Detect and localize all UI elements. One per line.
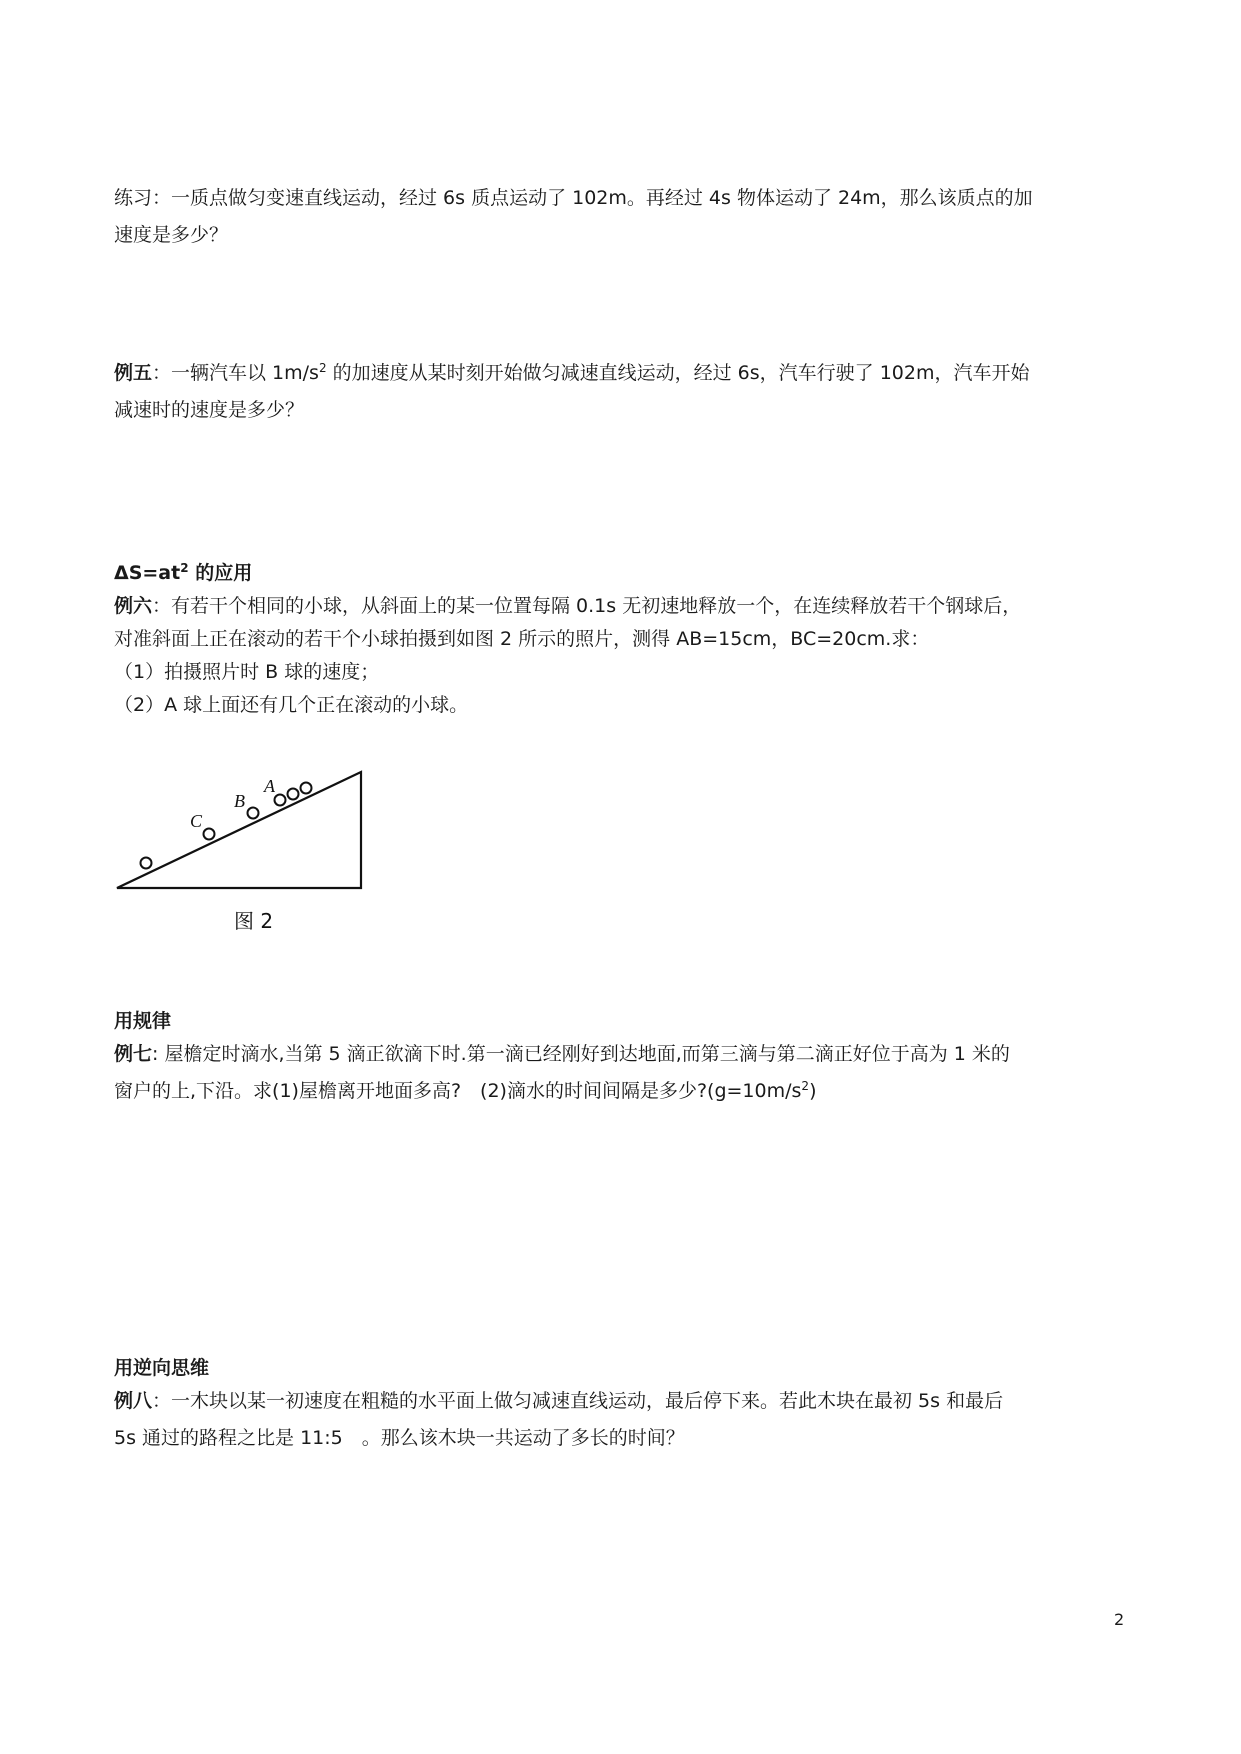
example-5-label: 例五 xyxy=(114,362,153,384)
section-heading-delta: $\Delta S=at^2$ 的应用 xyxy=(114,561,253,584)
example-5-line-1: 例五：一辆汽车以 $1m/s^2$ 的加速度从某时刻开始做匀减速直线运动，经过 6s，汽车行驶了 102m，汽车开始 xyxy=(114,361,1030,384)
figure-caption: 图 2 xyxy=(234,909,274,933)
example-6-question-2: （2）A 球上面还有几个正在滚动的小球。 xyxy=(114,694,469,716)
incline-diagram xyxy=(114,770,374,945)
example-7-line-2: 窗户的上,下沿。求(1)屋檐离开地面多高? (2)滴水的时间间隔是多少$?(g=10m/s^2)$ xyxy=(114,1079,817,1102)
ball-lowest xyxy=(141,858,152,869)
label-a: A xyxy=(264,776,275,796)
example-8-label: 例八 xyxy=(114,1390,153,1412)
example-6-question-1: （1）拍摄照片时 B 球的速度； xyxy=(114,661,380,683)
example-8-line-2: 5s 通过的路程之比是 11:5 。那么该木块一共运动了多长的时间？ xyxy=(114,1427,685,1449)
example-5-line-2: 减速时的速度是多少？ xyxy=(114,399,305,421)
ball-b xyxy=(248,808,259,819)
example-7-label: 例七 xyxy=(114,1043,153,1065)
example-7-line-1: 例七: 屋檐定时滴水,当第 5 滴正欲滴下时.第一滴已经刚好到达地面,而第三滴与第二滴正好位于高为 1 米的 xyxy=(114,1043,1010,1065)
page-number: 2 xyxy=(1114,1610,1125,1629)
section-heading-rule: 用规律 xyxy=(114,1010,172,1032)
figure-2-incline xyxy=(114,770,374,945)
incline-triangle xyxy=(117,772,361,888)
example-6-label: 例六 xyxy=(114,595,153,617)
example-6-line-2: 对准斜面上正在滚动的若干个小球拍摄到如图 2 所示的照片，测得 AB=15cm，BC=20cm.求： xyxy=(114,628,930,650)
example-6-line-1: 例六：有若干个相同的小球，从斜面上的某一位置每隔 0.1s 无初速地释放一个，在连续释放若干个钢球后， xyxy=(114,595,1022,617)
ball-c xyxy=(204,829,215,840)
ball-a xyxy=(275,795,286,806)
example-8-line-1: 例八：一木块以某一初速度在粗糙的水平面上做匀减速直线运动，最后停下来。若此木块在最初 5s 和最后 xyxy=(114,1390,1004,1412)
practice-line-2: 速度是多少？ xyxy=(114,224,229,246)
section-heading-reverse: 用逆向思维 xyxy=(114,1357,210,1379)
label-b: B xyxy=(234,791,245,811)
label-c: C xyxy=(190,811,203,831)
ball-upper-1 xyxy=(288,789,299,800)
practice-line-1: 练习：一质点做匀变速直线运动，经过 6s 质点运动了 102m。再经过 4s 物体运动了 24m，那么该质点的加 xyxy=(114,187,1033,209)
ball-upper-2 xyxy=(301,783,312,794)
